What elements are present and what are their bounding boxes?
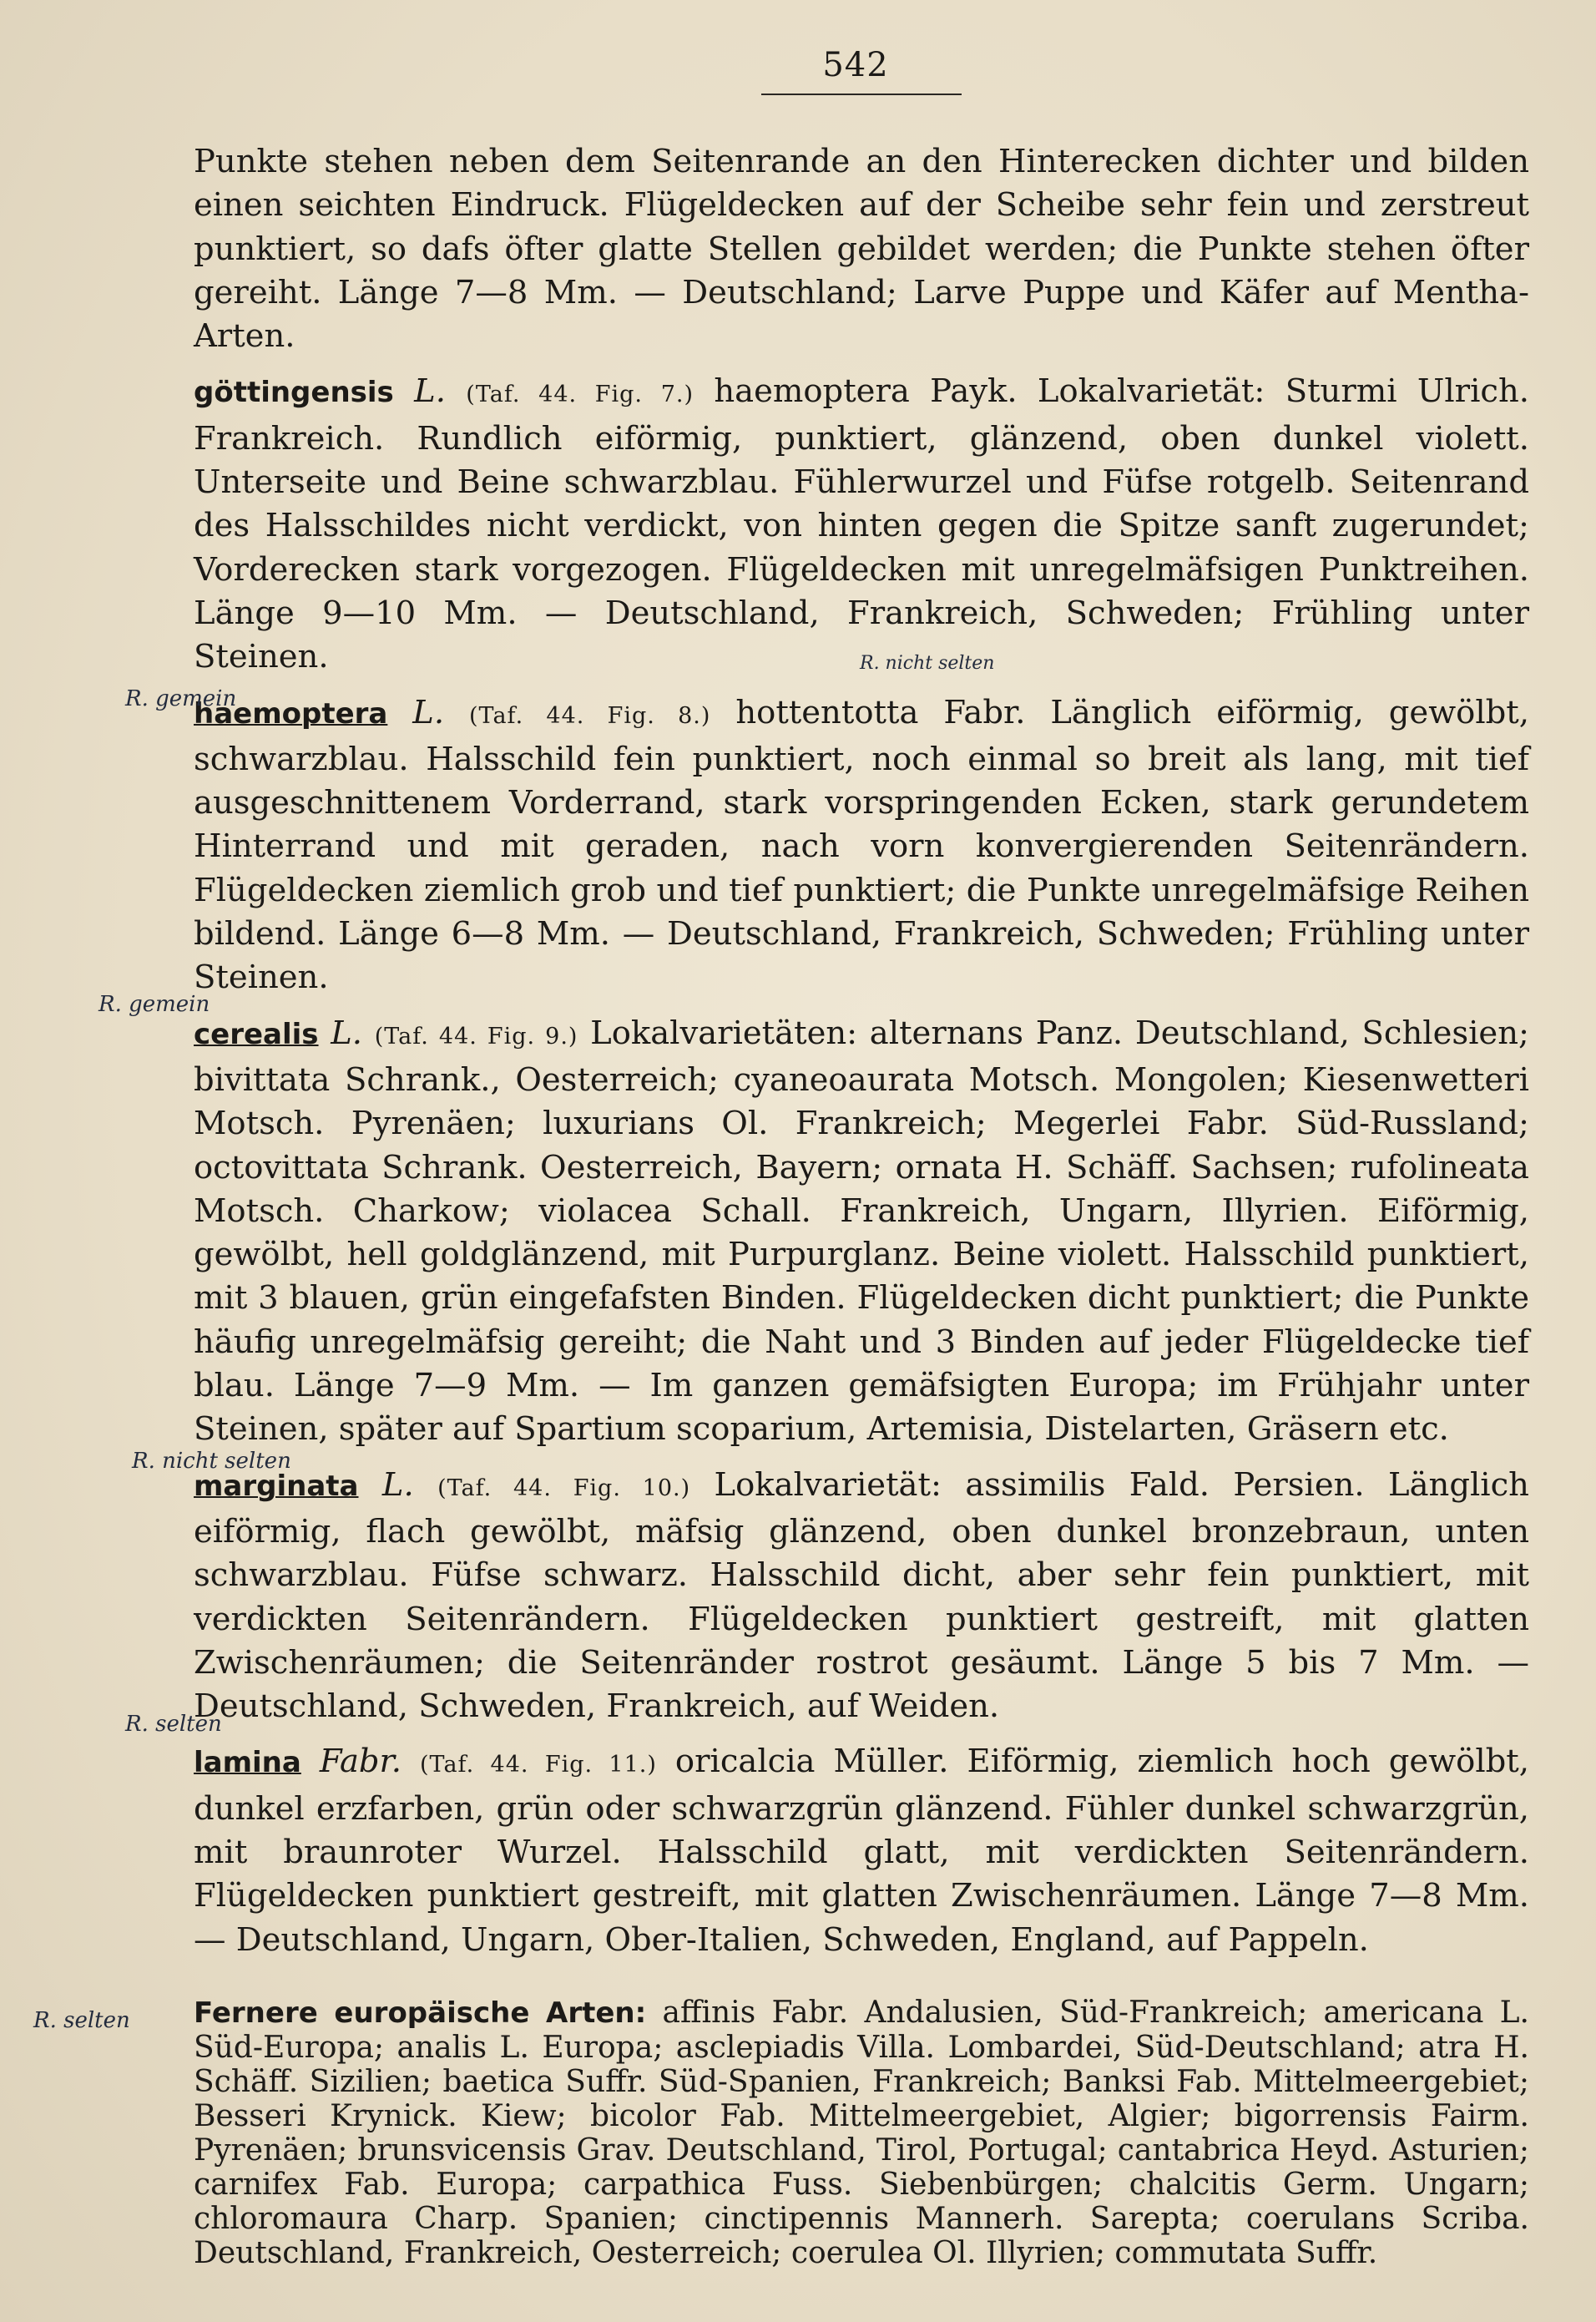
entry-text: hottentotta Fabr. Länglich eiförmig, gewölbt, schwarzblau. Halsschild fein punktiert, noch einmal so breit als lang, mit tief ausgeschnittenem Vorderrand, stark vorspringenden Ecken, stark gerundetem Hinterrand und mit geraden, nach vorn konvergierenden Seitenrändern. Flügeldecken ziemlich grob und tief punktiert; die Punkte unregelmäfsige Reihen bildend. Länge 6—8 Mm. — Deutschland, Frankreich, Schweden; Frühling unter Steinen. — [194, 693, 1529, 997]
text-body — [194, 140, 1529, 2270]
plate-reference: (Taf. 44. Fig. 10.) — [437, 1475, 691, 1501]
species-author: L. — [414, 372, 446, 411]
species-name: göttingensis — [194, 376, 394, 410]
entry-text: Lokalvarietät: assimilis Fald. Persien. Länglich eiförmig, flach gewölbt, mäfsig glänzend, oben dunkel bronzebraun, unten schwarzblau. Füfse schwarz. Halsschild dicht, aber sehr fein punktiert, mit verdickten Seitenrändern. Flügeldecken punktiert gestreift, mit glatten Zwischenräumen; die Seitenränder rostrot gesäumt. Länge 5 bis 7 Mm. — Deutschland, Schweden, Frankreich, auf Weiden. — [194, 1465, 1529, 1726]
species-name: haemoptera — [194, 696, 388, 731]
handwritten-note-haemoptera: R. gemein — [125, 686, 237, 711]
other-species-paragraph — [194, 1996, 1529, 2270]
header-rule — [761, 94, 962, 95]
page-number: 542 — [822, 46, 889, 84]
plate-reference: (Taf. 44. Fig. 9.) — [374, 1023, 578, 1050]
plate-reference: (Taf. 44. Fig. 7.) — [466, 382, 694, 408]
entry-cerealis — [194, 1012, 1529, 1452]
entry-text: Lokalvarietäten: alternans Panz. Deutschland, Schlesien; bivittata Schrank., Oesterreich; cyaneoaurata Motsch. Mongolen; Kiesenwetteri Motsch. Pyrenäen; luxurians Ol. Frankreich; Megerlei Fabr. Süd-Russland; octovittata Schrank. Oesterreich, Bayern; ornata H. Schäff. Sachsen; rufolineata Motsch. Charkow; violacea Schall. Frankreich, Ungarn, Illyrien. Eiförmig, gewölbt, hell goldglänzend, mit Purpurglanz. Beine violett. Halsschild punktiert, mit 3 blauen, grün eingefafsten Binden. Flügeldecken dicht punktiert; die Punkte häufig unregelmäfsig gereiht; die Naht und 3 Binden auf jeder Flügeldecke tief blau. Länge 7—9 Mm. — Im ganzen gemäfsigten Europa; im Frühjahr unter Steinen, später auf Spartium scoparium, Artemisia, Distelarten, Gräsern etc. — [194, 1014, 1529, 1449]
species-author: Fabr. — [319, 1743, 402, 1781]
other-species-heading: Fernere europäische Arten: — [194, 1996, 647, 2030]
plate-reference: (Taf. 44. Fig. 11.) — [420, 1752, 657, 1778]
handwritten-note-lamina: R. selten — [125, 1712, 222, 1737]
handwritten-note-cerealis: R. gemein — [98, 992, 210, 1017]
handwritten-note-haemoptera-above: R. nicht selten — [860, 653, 995, 674]
entry-goettingensis — [194, 370, 1529, 679]
plate-reference: (Taf. 44. Fig. 8.) — [469, 702, 711, 729]
intro-paragraph: Punkte stehen neben dem Seitenrande an den Hinterecken dichter und bilden einen seichten Eindruck. Flügeldecken auf der Scheibe sehr fein und zerstreut punktiert, so dafs öfter glatte Stellen gebildet werden; die Punkte stehen öfter gereiht. Länge 7—8 Mm. — Deutschland; Larve Puppe und Käfer auf Mentha-Arten. — [194, 143, 1529, 356]
species-author: L. — [412, 693, 445, 731]
other-species-text: affinis Fabr. Andalusien, Süd-Frankreich; americana L. Süd-Europa; analis L. Europa; asclepiadis Villa. Lombardei, Süd-Deutschland; atra H. Schäff. Sizilien; baetica Suffr. Süd-Spanien, Frankreich; Banksi Fab. Mittelmeergebiet; Besseri Krynick. Kiew; bicolor Fab. Mittelmeergebiet, Algier; bigorrensis Fairm. Pyrenäen; brunsvicensis Grav. Deutschland, Tirol, Portugal; cantabrica Heyd. Asturien; carnifex Fab. Europa; carpathica Fuss. Siebenbürgen; chalcitis Germ. Ungarn; chloromaura Charp. Spanien; cinctipennis Mannerh. Sarepta; coerulans Scriba. Deutschland, Frankreich, Oesterreich; coerulea Ol. Illyrien; commutata Suffr. — [194, 1995, 1530, 2270]
entry-marginata — [194, 1464, 1529, 1729]
entry-haemoptera — [194, 691, 1529, 1000]
entry-lamina — [194, 1740, 1529, 1961]
entry-text: haemoptera Payk. Lokalvarietät: Sturmi Ulrich. Frankreich. Rundlich eiförmig, punktiert, glänzend, oben dunkel violett. Unterseite und Beine schwarzblau. Fühlerwurzel und Füfse rotgelb. Seitenrand des Halsschildes nicht verdickt, von hinten gegen die Spitze sanft zugerundet; Vorderecken stark vorgezogen. Flügeldecken mit unregelmäfsigen Punktreihen. Länge 9—10 Mm. — Deutschland, Frankreich, Schweden; Frühling unter Steinen. — [194, 372, 1529, 676]
species-name: cerealis — [194, 1017, 319, 1051]
handwritten-note-marginata: R. nicht selten — [132, 1449, 291, 1474]
species-name: lamina — [194, 1746, 301, 1780]
entry-text: oricalcia Müller. Eiförmig, ziemlich hoch gewölbt, dunkel erzfarben, grün oder schwarzgrün glänzend. Fühler dunkel schwarzgrün, mit braunroter Wurzel. Halsschild glatt, mit verdickten Seitenrändern. Flügeldecken punktiert gestreift, mit glatten Zwischenräumen. Länge 7—8 Mm. — Deutschland, Ungarn, Ober-Italien, Schweden, England, auf Pappeln. — [194, 1743, 1529, 1959]
species-author: L. — [331, 1014, 363, 1052]
species-author: L. — [381, 1465, 414, 1504]
species-name: marginata — [194, 1469, 359, 1503]
handwritten-note-fernere: R. selten — [33, 2008, 130, 2033]
